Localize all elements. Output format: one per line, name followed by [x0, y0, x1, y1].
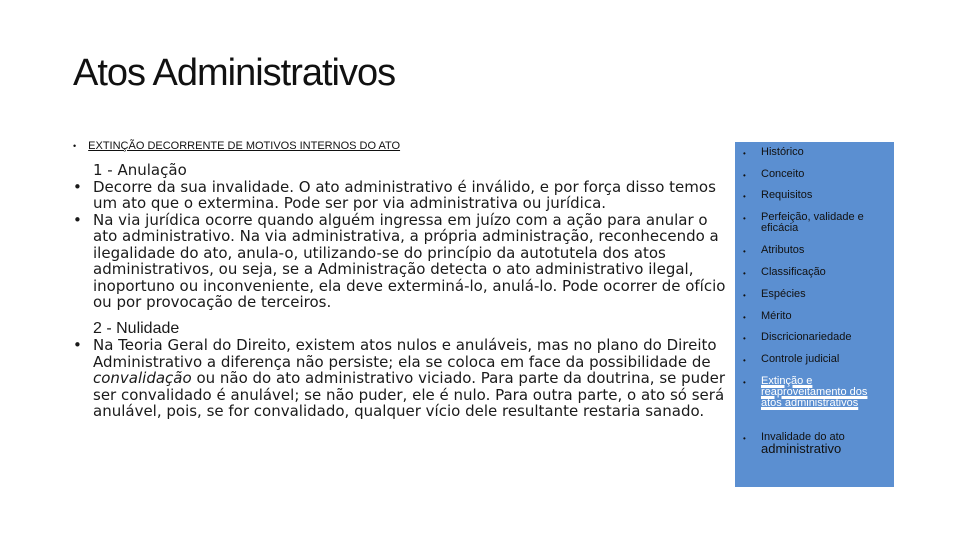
sidebar-item-label-line: Invalidade do ato	[761, 431, 845, 443]
sidebar-item-label: Histórico	[761, 146, 804, 158]
bullet-icon: •	[743, 334, 746, 343]
bullet-icon: •	[743, 269, 746, 278]
sidebar-item-atributos[interactable]	[743, 245, 889, 258]
sidebar-item-label: Espécies	[761, 288, 806, 300]
bullet-icon: •	[743, 291, 746, 300]
bullet-icon: •	[73, 210, 82, 229]
sidebar-item-label: Mérito	[761, 310, 792, 322]
bullet-icon: •	[73, 336, 82, 354]
sidebar-item-conceito[interactable]	[743, 169, 889, 182]
slide-title: Atos Administrativos	[73, 52, 396, 94]
bullet-icon: •	[743, 171, 746, 180]
subheading-text: EXTINÇÃO DECORRENTE DE MOTIVOS INTERNOS DO ATO	[88, 140, 401, 152]
sidebar-item-classificacao[interactable]	[743, 267, 889, 280]
sidebar-item-label: Classificação	[761, 266, 826, 278]
bullet-icon: •	[743, 247, 746, 256]
bullet-icon: •	[743, 356, 746, 365]
sidebar-item-label: Discricionariedade	[761, 331, 852, 343]
sidebar-item-invalidade[interactable]	[743, 432, 889, 456]
sidebar-item-historico[interactable]	[743, 147, 889, 160]
bullet-text: Decorre da sua invalidade. O ato administrativo é inválido, e por força disso temos um ato que o extermina. Pode ser por via administrativa ou jurídica.	[93, 177, 716, 212]
topic-sidebar	[735, 142, 894, 487]
sidebar-item-perfeicao[interactable]	[743, 212, 889, 234]
italic-term: convalidação	[93, 369, 192, 387]
bullet-icon: •	[73, 177, 82, 196]
bullet-text: Na via jurídica ocorre quando alguém ingressa em juízo com a ação para anular o ato administrativo. Na via administrativa, a própria administração, reconhecendo a ilegalidade do ato, anula-o, utilizando-se do princípio da autotutela dos atos administrativos, ou seja, se a Administração detecta o ato administrativo ilegal, inoportuno ou inconveniente, ela deve exterminá-lo, anulá-lo. Pode ocorrer de ofício ou por provocação de terceiros.	[93, 210, 726, 311]
bullet-icon: •	[743, 192, 746, 201]
sidebar-item-label: Requisitos	[761, 189, 813, 201]
bullet-icon: •	[743, 214, 746, 223]
sidebar-item-label-line: administrativo	[761, 441, 842, 456]
bullet-icon: •	[743, 434, 746, 443]
bullet-text-part: ou não do ato administrativo viciado. Para parte da doutrina, se puder ser convalidado é anulável; se não puder, ele é nulo. Para outra parte, o ato só será anulável, pois, se for convalidado, qualquer vício dele resultante restaria sanado.	[93, 369, 726, 420]
sidebar-item-label	[761, 432, 889, 456]
bullet-icon: •	[743, 313, 746, 322]
list-item	[73, 212, 733, 311]
subheading	[73, 140, 400, 152]
sidebar-item-discricionariedade[interactable]	[743, 332, 889, 345]
sidebar-item-label: Perfeição, validade e eficácia	[761, 211, 864, 234]
bullet-text-part: Na Teoria Geral do Direito, existem atos nulos e anuláveis, mas no plano do Direito Administrativo a diferença não persiste; ela se coloca em face da possibilidade de	[93, 336, 717, 371]
sidebar-item-requisitos[interactable]	[743, 190, 889, 203]
sidebar-item-especies[interactable]	[743, 289, 889, 302]
bullet-icon: •	[73, 141, 77, 151]
main-content	[73, 162, 733, 420]
bullet-text	[93, 337, 733, 420]
list-item	[73, 179, 733, 212]
section-title-nulidade: 2 - Nulidade	[93, 319, 180, 337]
bullet-icon: •	[743, 378, 746, 387]
section-title-anulacao: 1 - Anulação	[93, 161, 187, 179]
sidebar-item-label: Conceito	[761, 168, 805, 180]
sidebar-item-label: Extinção e reaproveitamento dos atos administrativos	[761, 375, 868, 409]
sidebar-item-label: Atributos	[761, 244, 805, 256]
sidebar-item-controle-judicial[interactable]	[743, 354, 889, 367]
list-item	[73, 337, 733, 420]
sidebar-item-extincao[interactable]	[743, 376, 889, 409]
sidebar-item-label: Controle judicial	[761, 353, 840, 365]
sidebar-item-merito[interactable]	[743, 311, 889, 324]
bullet-icon: •	[743, 149, 746, 158]
